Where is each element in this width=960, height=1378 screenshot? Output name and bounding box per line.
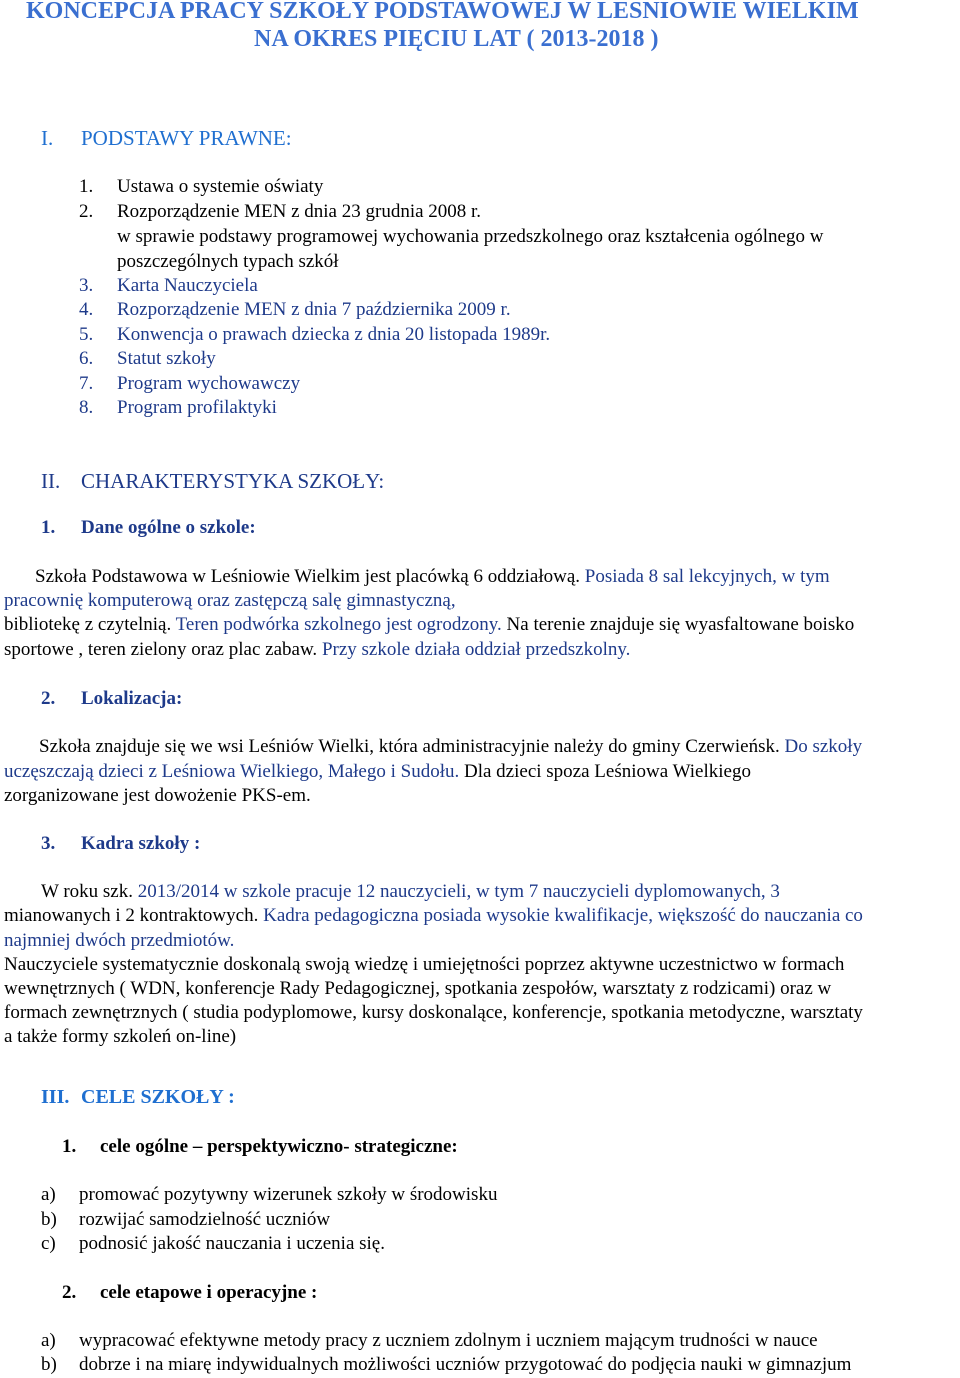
document-title-line-2: NA OKRES PIĘCIU LAT ( 2013-2018 ) [254, 26, 659, 52]
paragraph-line: wewnętrznych ( WDN, konferencje Rady Pedagogicznej, spotkania zespołów, warsztaty z rodzicami) oraz w [4, 978, 832, 999]
paragraph-line: W roku szk. 2013/2014 w szkole pracuje 12 nauczycieli, w tym 7 nauczycieli dyplomowanych, 3 [41, 881, 780, 902]
subsection-2-3-heading: 3. Kadra szkoły : [41, 833, 201, 854]
legal-basis-item-continuation: w sprawie podstawy programowej wychowania przedszkolnego oraz kształcenia ogólnego w [117, 226, 824, 247]
legal-basis-item: 1. Ustawa o systemie oświaty [79, 176, 324, 197]
paragraph-line: zorganizowane jest dowożenie PKS-em. [4, 785, 311, 806]
legal-basis-item: 8. Program profilaktyki [79, 397, 277, 418]
paragraph-line: Szkoła Podstawowa w Leśniowie Wielkim jest placówką 6 oddziałową. Posiada 8 sal lekcyjnych, w tym [35, 566, 830, 587]
section-1-title: PODSTAWY PRAWNE: [81, 126, 292, 150]
section-3-title: CELE SZKOŁY : [81, 1086, 235, 1108]
subsection-2-2-heading: 2. Lokalizacja: [41, 688, 183, 709]
legal-basis-item-continuation: poszczególnych typach szkół [117, 251, 339, 272]
section-2-title: CHARAKTERYSTYKA SZKOŁY: [81, 469, 385, 493]
legal-basis-item: 5. Konwencja o prawach dziecka z dnia 20 listopada 1989r. [79, 324, 551, 345]
section-1-heading [41, 126, 292, 151]
paragraph-line: Szkoła znajduje się we wsi Leśniów Wielki, która administracyjnie należy do gminy Czerwieńsk. Do szkoły [39, 736, 863, 757]
paragraph-line: bibliotekę z czytelnią. Teren podwórka szkolnego jest ogrodzony. Na terenie znajduje się wyasfaltowane boisko [4, 614, 855, 635]
subsection-3-1-heading: 1. cele ogólne – perspektywiczno- strategiczne: [62, 1136, 458, 1157]
legal-basis-item: 6. Statut szkoły [79, 348, 216, 369]
legal-basis-item: 2. Rozporządzenie MEN z dnia 23 grudnia 2008 r. [79, 201, 482, 222]
goal-item: b) rozwijać samodzielność uczniów [41, 1209, 331, 1230]
section-2-heading [41, 469, 384, 494]
paragraph-line: najmniej dwóch przedmiotów. [4, 930, 235, 951]
section-3-heading [41, 1086, 235, 1109]
goal-item: a) promować pozytywny wizerunek szkoły w środowisku [41, 1184, 498, 1205]
goal-item: b) dobrze i na miarę indywidualnych możliwości uczniów przygotować do podjęcia nauki w gimnazjum [41, 1354, 852, 1375]
goal-item: c) podnosić jakość nauczania i uczenia się. [41, 1233, 385, 1254]
paragraph-line: Nauczyciele systematycznie doskonalą swoją wiedzę i umiejętności poprzez aktywne uczestnictwo w formach [4, 954, 845, 975]
legal-basis-item: 4. Rozporządzenie MEN z dnia 7 października 2009 r. [79, 299, 511, 320]
paragraph-line: sportowe , teren zielony oraz plac zabaw. Przy szkole działa oddział przedszkolny. [4, 639, 631, 660]
section-2-number: II. [41, 469, 61, 493]
legal-basis-item: 3. Karta Nauczyciela [79, 275, 258, 296]
paragraph-line: a także formy szkoleń on-line) [4, 1026, 237, 1047]
legal-basis-item: 7. Program wychowawczy [79, 373, 301, 394]
paragraph-line: mianowanych i 2 kontraktowych. Kadra pedagogiczna posiada wysokie kwalifikacje, większość do nauczania co [4, 905, 863, 926]
section-3-number: III. [41, 1086, 70, 1108]
section-1-number: I. [41, 126, 54, 150]
subsection-3-2-heading: 2. cele etapowe i operacyjne : [62, 1282, 318, 1303]
paragraph-line: formach zewnętrznych ( studia podyplomowe, kursy doskonalące, konferencje, spotkania metodyczne, warsztaty [4, 1002, 863, 1023]
paragraph-line: pracownię komputerową oraz zastępczą salę gimnastyczną, [4, 590, 456, 611]
goal-item: a) wypracować efektywne metody pracy z uczniem zdolnym i uczniem mającym trudności w nauce [41, 1330, 818, 1351]
subsection-2-1-heading: 1. Dane ogólne o szkole: [41, 517, 256, 538]
paragraph-line: uczęszczają dzieci z Leśniowa Wielkiego, Małego i Sudołu. Dla dzieci spoza Leśniowa Wielkiego [4, 761, 751, 782]
document-title-line-1: KONCEPCJA PRACY SZKOŁY PODSTAWOWEJ W LESNIOWIE WIELKIM [26, 0, 859, 24]
